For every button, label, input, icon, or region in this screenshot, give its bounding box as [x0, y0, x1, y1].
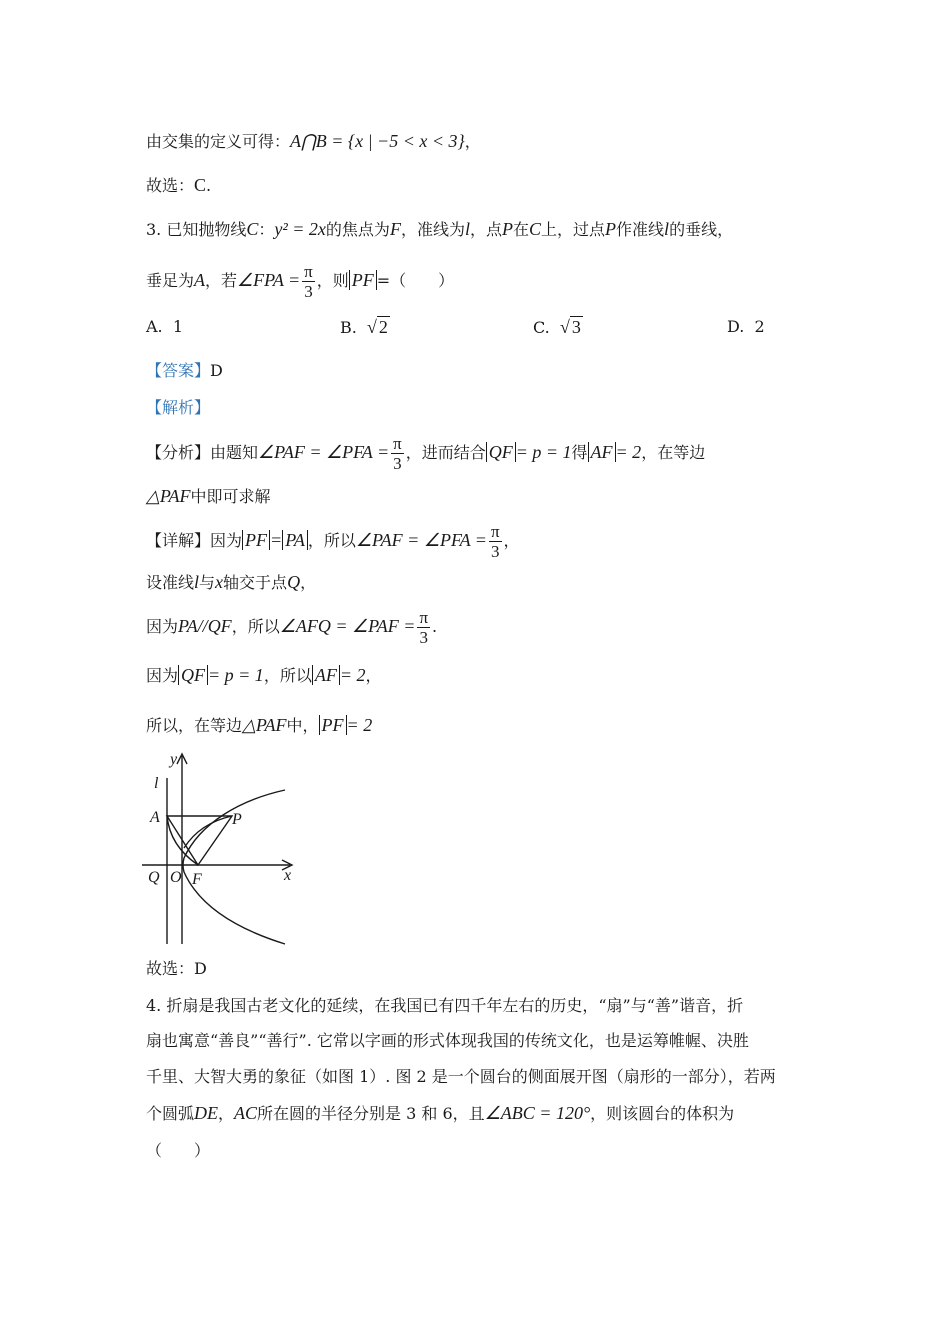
math: l [464, 219, 470, 239]
detail-line2 [146, 571, 316, 594]
math: Q [287, 572, 301, 592]
option-value: 2 [754, 317, 765, 336]
text: 所在圆的半径分别是 3 和 6，且 [257, 1104, 485, 1123]
text: 的垂线， [669, 220, 734, 239]
abs-value: AF [312, 665, 340, 685]
math: ∠ABC = 120° [484, 1103, 591, 1123]
text: ， [365, 666, 382, 685]
text: . [206, 176, 212, 195]
text: ，所以 [307, 531, 356, 550]
q2-answer-line [146, 174, 211, 197]
detail-tag: 【详解】 [146, 531, 211, 550]
math: P [605, 219, 617, 239]
option-value: 3 [571, 317, 581, 337]
numerator: π [419, 608, 429, 627]
abs-value: PF [349, 270, 377, 290]
choice: C [194, 175, 207, 195]
detail-line5 [146, 714, 372, 737]
detail-line3 [146, 606, 437, 647]
option-d[interactable] [727, 316, 765, 338]
detail-line4 [146, 664, 382, 687]
sqrt: √ 2 [367, 317, 388, 337]
fraction [417, 608, 430, 647]
math: y² = 2x [274, 219, 326, 239]
text: 所以，在等边 [146, 716, 243, 735]
math: A [194, 270, 206, 290]
text: ，若 [205, 271, 238, 290]
text: 千里、大智大勇的象征（如图 1）. 图 2 是一个圆台的侧面展开图（扇形的一部分），若两 [146, 1067, 776, 1086]
math: = 2 [346, 715, 373, 735]
math: = p = 1 [515, 442, 572, 462]
answer-value: D [210, 361, 223, 380]
math: △PAF [146, 486, 191, 506]
math: ∠PAF = ∠PFA = [258, 442, 390, 462]
math: PA//QF [178, 616, 232, 636]
numerator: π [304, 262, 313, 281]
math: ∠AFQ = ∠PAF = [279, 616, 416, 636]
numerator: π [490, 522, 500, 541]
denominator: 3 [304, 282, 313, 301]
fraction [489, 522, 502, 561]
triangle-apf [167, 816, 232, 865]
text: ， [218, 1104, 235, 1123]
analysis-tag: 【解析】 [146, 398, 211, 417]
text: 4. 折扇是我国古老文化的延续，在我国已有四千年左右的历史，“扇”与“善”谐音，折 [146, 996, 744, 1015]
text: ，准线为 [400, 220, 465, 239]
option-a[interactable] [146, 316, 183, 338]
text: ， [300, 573, 317, 592]
option-c[interactable] [533, 316, 583, 339]
q3-stem-line1 [146, 218, 733, 241]
analysis-line [146, 397, 210, 419]
label-a: A [150, 809, 160, 826]
text: 3. 已知抛物线 [146, 220, 247, 239]
math-expr: A⋂B = {x | −5 < x < 3} [290, 131, 465, 151]
math: C [529, 219, 542, 239]
text: 由交集的定义可得： [146, 132, 291, 151]
text: ，则 [316, 271, 349, 290]
answer-tag: 【答案】 [146, 361, 211, 380]
answer-line [146, 360, 223, 382]
math: = [270, 530, 283, 550]
option-b[interactable] [340, 316, 390, 339]
text: 因为 [210, 531, 243, 550]
text: 因为 [146, 617, 179, 636]
text: 扇也寓意“善良”“善行”. 它常以字画的形式体现我国的传统文化，也是运筹帷幄、决胜 [146, 1031, 749, 1050]
math: ∠FPA = [237, 270, 301, 290]
q4-line3 [146, 1066, 776, 1088]
text: 上，过点 [541, 220, 606, 239]
final-answer-line [146, 958, 207, 980]
label-f: F [192, 871, 202, 888]
math: ∠PAF = ∠PFA = [355, 530, 487, 550]
parabola-figure [140, 748, 310, 948]
text: 作准线 [616, 220, 665, 239]
q4-line2 [146, 1030, 749, 1052]
math: C [246, 219, 259, 239]
text: 故选： [146, 176, 195, 195]
math: P [501, 219, 513, 239]
math: = 2 [339, 665, 366, 685]
text: 中即可求解 [190, 487, 271, 506]
text: 由题知 [210, 443, 259, 462]
abs-value: PF [242, 530, 270, 550]
label-l: l [154, 775, 159, 792]
text: ，点 [469, 220, 502, 239]
text: ： [258, 220, 275, 239]
option-label: A. [146, 317, 163, 336]
fraction [391, 434, 404, 473]
text: ，所以 [263, 666, 312, 685]
text: ，所以 [231, 617, 280, 636]
label-p: P [232, 811, 242, 828]
abs-value: PF [319, 715, 347, 735]
text: 与 [199, 573, 216, 592]
text: 轴交于点 [223, 573, 288, 592]
label-o: O [170, 869, 182, 886]
abs-value: QF [178, 665, 208, 685]
text: 故选： [146, 959, 195, 978]
text: 垂足为 [146, 271, 195, 290]
denominator: 3 [491, 542, 500, 561]
denominator: 3 [393, 454, 402, 473]
sqrt: √ 3 [559, 317, 581, 337]
math: = p = 1 [208, 665, 264, 685]
math: x [215, 572, 224, 592]
detail-line1 [146, 520, 520, 561]
text: ，进而结合 [405, 443, 486, 462]
math: DE [194, 1103, 219, 1123]
math: AC [234, 1103, 258, 1123]
fenxi-line1 [146, 432, 705, 473]
text: ，则该圆台的体积为 [590, 1104, 735, 1123]
text: 个圆弧 [146, 1104, 195, 1123]
math: = 2 [615, 442, 642, 462]
label-q: Q [148, 869, 160, 886]
text: 的焦点为 [325, 220, 390, 239]
option-label: C. [533, 318, 550, 337]
fraction [302, 262, 315, 301]
label-y: y [170, 751, 178, 768]
abs-value: AF [588, 442, 616, 462]
text: ，在等边 [641, 443, 706, 462]
text: =（ ） [376, 271, 455, 290]
text: 因为 [146, 666, 179, 685]
option-value: 1 [172, 317, 183, 336]
q3-stem-line2 [146, 260, 454, 301]
denominator: 3 [419, 628, 428, 647]
fenxi-line2 [146, 485, 271, 508]
text: ， [503, 531, 520, 550]
text: 得 [571, 443, 588, 462]
math: △PAF [242, 715, 287, 735]
option-label: D. [727, 317, 745, 336]
q4-line5 [146, 1140, 210, 1162]
text: ， [464, 132, 481, 151]
text: （ ） [146, 1141, 211, 1160]
text: 中， [286, 716, 319, 735]
text: 设准线 [146, 573, 195, 592]
q4-line1 [146, 995, 743, 1017]
abs-value: PA [282, 530, 308, 550]
math: l [664, 219, 670, 239]
numerator: π [393, 434, 402, 453]
q2-intersection-line [146, 130, 481, 153]
option-label: B. [340, 318, 357, 337]
text: . [432, 617, 438, 636]
answer-value: D [194, 959, 207, 978]
math: F [389, 219, 401, 239]
math: l [194, 572, 200, 592]
abs-value: QF [486, 442, 516, 462]
text: 在 [512, 220, 529, 239]
option-value: 2 [378, 317, 388, 337]
label-x: x [284, 867, 292, 884]
arc2 [184, 816, 232, 848]
q4-line4 [146, 1102, 734, 1125]
fenxi-tag: 【分析】 [146, 443, 211, 462]
